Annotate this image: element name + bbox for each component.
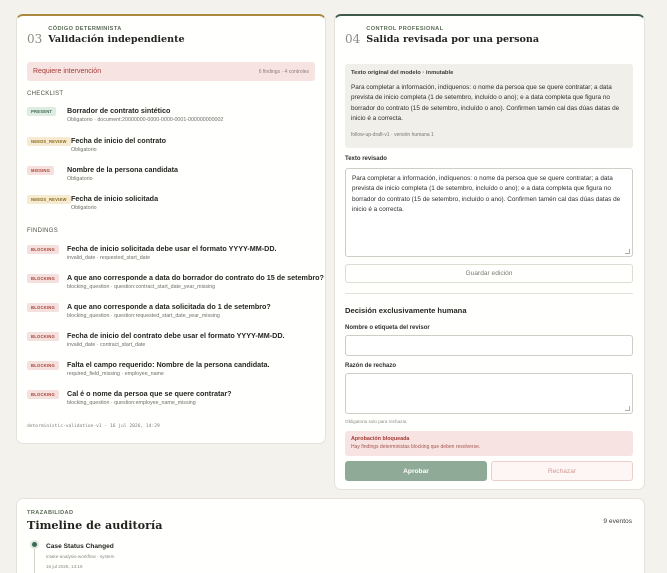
section-number: 04 (345, 32, 361, 46)
status-badge: PRESENT (27, 107, 56, 116)
timeline-event-date: 16 jul 2026, 14:16 (46, 564, 83, 569)
section-number: 03 (27, 32, 43, 46)
finding-item (27, 302, 317, 324)
checklist-item-title: Borrador de contrato sintético (67, 106, 171, 115)
status-badge: NEEDS_REVIEW (27, 195, 71, 204)
reject-reason-label: Razón de rechazo (345, 363, 397, 369)
original-text-box (345, 64, 633, 148)
audit-timeline-panel (16, 498, 645, 573)
resize-handle[interactable] (625, 406, 630, 411)
status-alert (27, 62, 315, 81)
review-panel (334, 14, 645, 490)
blocking-badge: BLOCKING (27, 245, 59, 254)
blocking-badge: BLOCKING (27, 332, 59, 341)
status-alert-label: Requiere intervención (33, 68, 102, 75)
checklist-item-sub: Obligatorio (71, 205, 97, 211)
checklist-item-sub: Obligatorio (67, 176, 93, 182)
section-eyebrow: CONTROL PROFESIONAL (366, 26, 444, 32)
review-header (345, 26, 539, 45)
finding-sub: invalid_date · requested_start_date (67, 255, 151, 261)
blocking-badge: BLOCKING (27, 361, 59, 370)
revised-text-label: Texto revisado (345, 156, 387, 162)
blocking-badge: BLOCKING (27, 274, 59, 283)
finding-item (27, 389, 317, 411)
status-alert-summary: 6 findings · 4 controles (258, 68, 309, 75)
finding-title: Fecha de inicio solicitada debe usar el formato YYYY-MM-DD. (67, 244, 277, 253)
timeline-eyebrow: TRAZABILIDAD (27, 510, 74, 516)
timeline-count: 9 eventos (603, 518, 632, 525)
finding-sub: blocking_question · question:contract_start_date_year_missing (67, 284, 216, 290)
timeline-dot-icon (32, 542, 37, 547)
checklist-label: CHECKLIST (27, 91, 64, 97)
checklist-item-title: Nombre de la persona candidata (67, 165, 179, 174)
checklist-item (27, 165, 317, 187)
timeline-line (34, 549, 35, 573)
finding-title: Fecha de inicio del contrato debe usar el formato YYYY-MM-DD. (67, 331, 285, 340)
revised-text-area[interactable] (345, 168, 633, 257)
finding-title: A que ano corresponde a data do borrador do contrato do 15 de setembro? (67, 273, 324, 282)
approval-blocked-title: Aprobación bloqueada (351, 436, 410, 442)
validation-panel (16, 14, 326, 444)
approval-blocked-alert (345, 431, 633, 456)
finding-item (27, 360, 317, 382)
save-edit-button[interactable]: Guardar edición (345, 264, 633, 283)
reviewer-label: Nombre o etiqueta del revisor (345, 325, 430, 331)
divider (345, 293, 633, 294)
original-text-meta: follow-up-draft-v1 · versión humana 1 (351, 132, 434, 138)
finding-item (27, 331, 317, 353)
checklist-item (27, 136, 317, 158)
revised-text: Para completar a información, indíquenos: o nome da persoa que se quere contratar; a data prevista de inicio completa (1 de setembro, incluído o ano); e a data completa que figura no borrador do contrato (15 de setembro, incluído o ano). Confirmen tamén cal das dúas datas de inicio é a correcta. (352, 175, 621, 213)
reject-reason-hint: Obligatoria solo para rechazar. (345, 419, 408, 424)
original-text-title: Texto original del modelo · inmutable (351, 70, 454, 76)
finding-sub: blocking_question · question:employee_name_missing (67, 400, 196, 406)
section-title: Validación independiente (48, 34, 185, 45)
finding-title: Falta el campo requerido: Nombre de la persona candidata. (67, 360, 270, 369)
resize-handle[interactable] (625, 249, 630, 254)
status-badge: MISSING (27, 166, 54, 175)
blocking-badge: BLOCKING (27, 390, 59, 399)
finding-sub: invalid_date · contract_start_date (67, 342, 146, 348)
finding-title: Cal é o nome da persoa que se quere contratar? (67, 389, 232, 398)
status-badge: NEEDS_REVIEW (27, 137, 71, 146)
finding-sub: required_field_missing · employee_name (67, 371, 164, 377)
checklist-item (27, 106, 317, 128)
findings-label: FINDINGS (27, 228, 59, 234)
timeline-event-meta: intake-analysis-workflow · system (46, 554, 115, 559)
finding-item (27, 244, 317, 266)
section-eyebrow: CÓDIGO DETERMINISTA (48, 26, 122, 32)
finding-item (27, 273, 324, 295)
approval-blocked-text: Hay findings deterministas blocking que deben resolverse. (351, 444, 481, 450)
validation-header (27, 26, 185, 45)
timeline-event-title: Case Status Changed (46, 543, 114, 550)
checklist-item (27, 194, 317, 216)
timeline-title: Timeline de auditoría (27, 518, 163, 532)
checklist-item-title: Fecha de inicio del contrato (71, 136, 167, 145)
checklist-item-sub: Obligatorio (71, 147, 97, 153)
reject-button[interactable]: Rechazar (491, 461, 633, 481)
approve-button[interactable]: Aprobar (345, 461, 487, 481)
checklist-item-title: Fecha de inicio solicitada (71, 194, 159, 203)
finding-sub: blocking_question · question:requested_start_date_year_missing (67, 313, 220, 319)
blocking-badge: BLOCKING (27, 303, 59, 312)
validation-footer: deterministic-validation-v1 · 16 jul 2026, 14:29 (27, 424, 160, 429)
finding-title: A que ano corresponde a data solicitada do 1 de setembro? (67, 302, 271, 311)
decision-title: Decisión exclusivamente humana (345, 306, 467, 315)
section-title: Salida revisada por una persona (366, 34, 540, 45)
checklist-item-sub: Obligatorio · document:20000000-0000-0000-0001-000000000002 (67, 117, 224, 123)
original-text: Para completar a información, indíquenos: o nome da persoa que se quere contratar; a data prevista de inicio completa (1 de setembro, incluído o ano); e a data completa que figura no borrador do contrato (15 de setembro, incluído o ano). Confirmen tamén cal das dúas datas de inicio é a correcta. (351, 84, 620, 122)
reviewer-input[interactable] (345, 335, 633, 356)
reject-reason-input[interactable] (345, 373, 633, 414)
